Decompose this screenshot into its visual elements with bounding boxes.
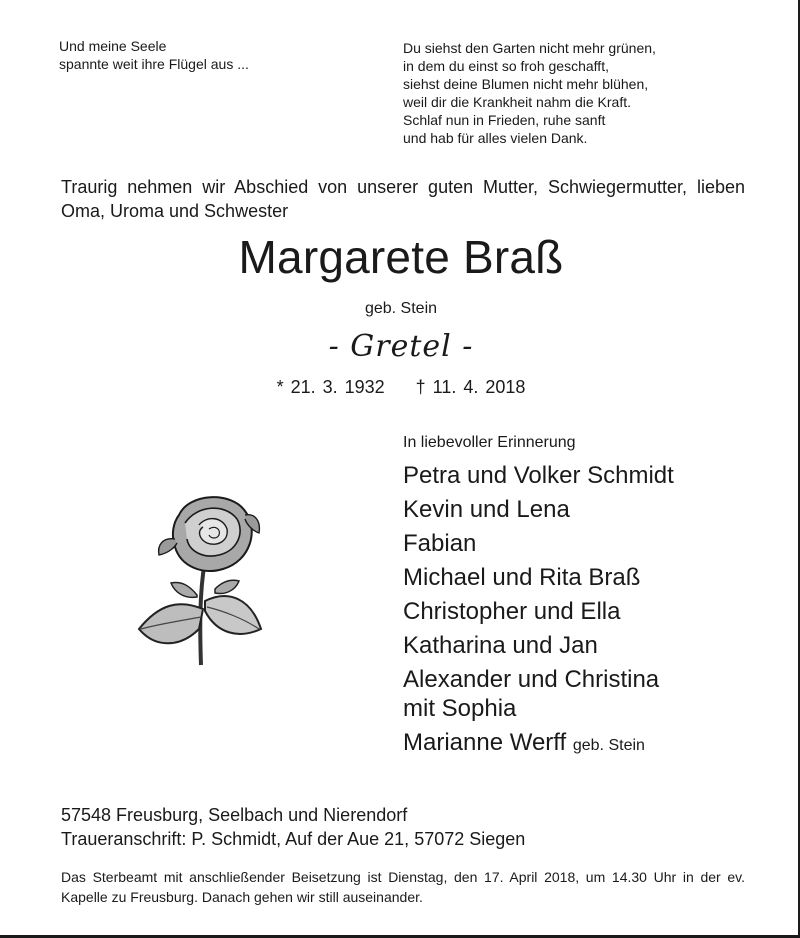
deceased-name: Margarete Braß <box>238 231 564 283</box>
verse-left <box>59 37 249 73</box>
family-member-name: Katharina und Jan <box>403 632 598 659</box>
verse-right-line: weil dir die Krankheit nahm die Kraft. <box>403 94 631 110</box>
family-member <box>403 665 674 723</box>
family-member-name: Kevin und Lena <box>403 496 570 523</box>
family-member-maiden: geb. Stein <box>572 737 645 754</box>
family-member-name: Alexander und Christina <box>403 666 660 693</box>
verse-right-line: und hab für alles vielen Dank. <box>403 130 588 146</box>
verse-right <box>403 39 656 147</box>
family-member <box>403 728 674 760</box>
family-member <box>403 529 674 558</box>
family-member-name: Petra und Volker Schmidt <box>403 462 674 489</box>
family-list <box>403 461 674 765</box>
life-dates <box>1 375 800 399</box>
verse-left-line: Und meine Seele <box>59 38 167 54</box>
verse-right-line: Du siehst den Garten nicht mehr grünen, <box>403 40 656 56</box>
family-member <box>403 597 674 626</box>
family-member <box>403 495 674 524</box>
family-member <box>403 461 674 490</box>
death-date: † 11. 4. 2018 <box>415 377 526 397</box>
verse-right-line: siehst deine Blumen nicht mehr blühen, <box>403 76 649 92</box>
funeral-info: Das Sterbeamt mit anschließender Beisetzung ist Dienstag, den 17. April 2018, um 14.30 Uhr in der ev. Kapelle zu Freusburg. Danach gehen wir still auseinander. <box>61 869 745 905</box>
nickname: - Gretel - <box>328 329 474 364</box>
family-member-child: mit Sophia <box>403 695 517 722</box>
address-block <box>61 803 525 851</box>
maiden-name: geb. Stein <box>364 300 438 317</box>
rose-icon <box>119 489 279 669</box>
family-member-name: Christopher und Ella <box>403 598 621 625</box>
verse-left-line: spannte weit ihre Flügel aus ... <box>59 56 249 72</box>
intro-text: Traurig nehmen wir Abschied von unserer guten Mutter, Schwiegermutter, lieben Oma, Uroma und Schwester <box>61 177 745 221</box>
family-member-name: Michael und Rita Braß <box>403 564 641 591</box>
verse-right-line: in dem du einst so froh geschafft, <box>403 58 609 74</box>
family-member-name: Fabian <box>403 530 477 557</box>
family-member-name: Marianne Werff <box>403 729 567 756</box>
mourning-address: Traueranschrift: P. Schmidt, Auf der Aue 21, 57072 Siegen <box>61 829 526 849</box>
family-member <box>403 563 674 592</box>
places-line: 57548 Freusburg, Seelbach und Nierendorf <box>61 805 408 825</box>
memory-label: In liebevoller Erinnerung <box>403 434 576 451</box>
verse-right-line: Schlaf nun in Frieden, ruhe sanft <box>403 112 606 128</box>
birth-date: * 21. 3. 1932 <box>276 377 385 397</box>
family-member <box>403 631 674 660</box>
